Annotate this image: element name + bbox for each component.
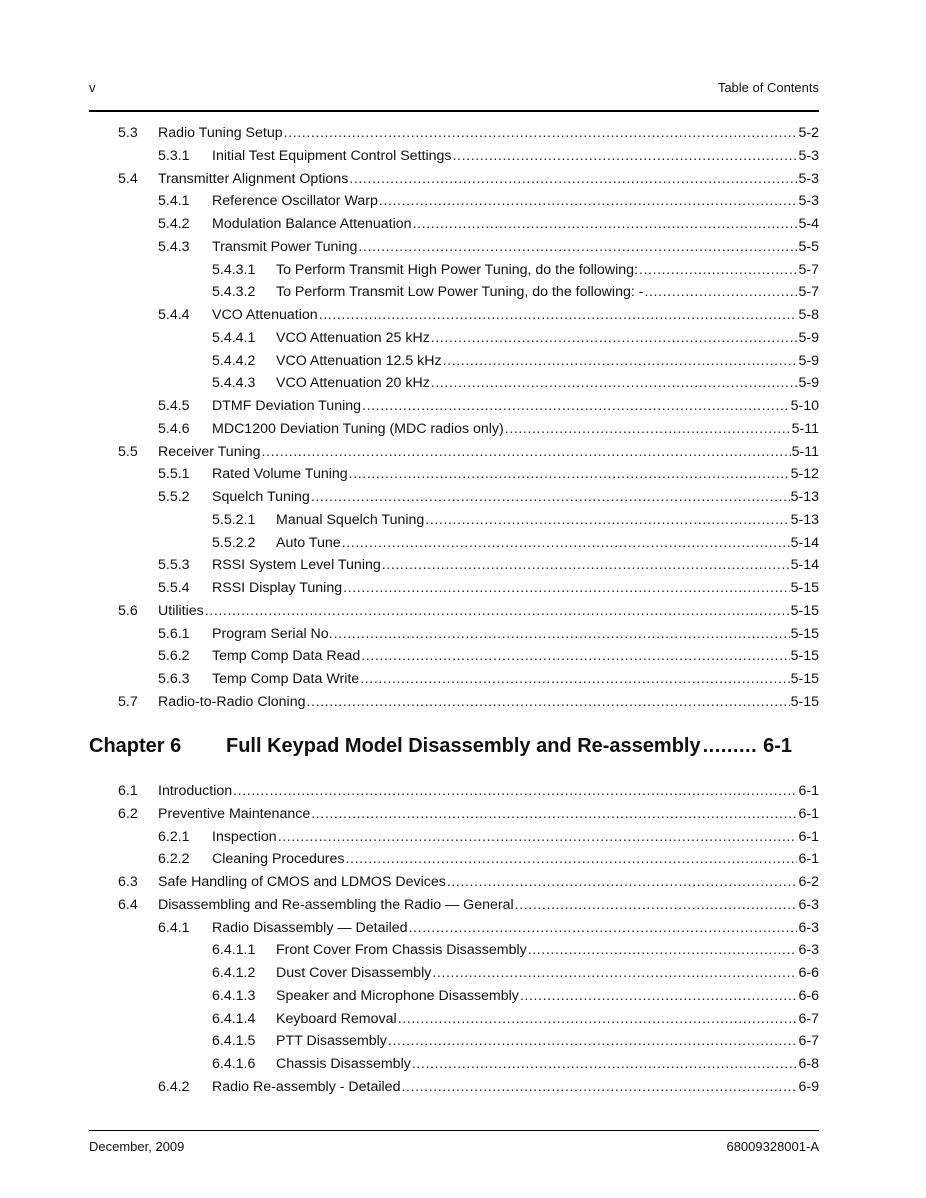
toc-leader-dots bbox=[342, 533, 790, 553]
toc-entry[interactable] bbox=[158, 487, 819, 507]
toc-leader-dots bbox=[398, 1009, 798, 1029]
toc-entry-page: 5-3 bbox=[798, 147, 819, 164]
toc-leader-dots bbox=[528, 940, 798, 960]
toc-entry-number: 6.4 bbox=[118, 896, 138, 913]
toc-leader-dots bbox=[379, 191, 798, 211]
toc-entry-page: 5-9 bbox=[798, 352, 819, 369]
toc-entry-page: 5-9 bbox=[798, 375, 819, 392]
toc-entry-title: Transmitter Alignment Options bbox=[158, 170, 349, 187]
toc-entry-page: 6-7 bbox=[798, 1010, 819, 1027]
toc-entry-title: Utilities bbox=[158, 602, 204, 619]
toc-entry-title: Manual Squelch Tuning bbox=[276, 511, 425, 528]
toc-leader-dots bbox=[413, 214, 798, 234]
toc-entry[interactable] bbox=[212, 351, 819, 371]
toc-leader-dots bbox=[644, 282, 797, 302]
toc-leader-dots bbox=[346, 849, 798, 869]
toc-entry[interactable] bbox=[118, 692, 819, 712]
toc-entry-title: VCO Attenuation bbox=[212, 307, 318, 323]
toc-entry-page: 5-13 bbox=[790, 489, 819, 505]
footer-date: December, 2009 bbox=[89, 1139, 185, 1154]
toc-entry-title: To Perform Transmit High Power Tuning, do the following: bbox=[276, 261, 638, 278]
toc-entry-page: 6-8 bbox=[798, 1056, 819, 1072]
toc-entry[interactable] bbox=[118, 895, 819, 915]
toc-entry[interactable] bbox=[118, 781, 819, 801]
toc-entry-page: 5-11 bbox=[791, 420, 819, 437]
toc-leader-dots bbox=[443, 351, 798, 371]
toc-entry-number: 6.2.1 bbox=[158, 828, 190, 845]
toc-entry-number: 5.4 bbox=[118, 170, 138, 187]
toc-entry-page: 5-14 bbox=[790, 534, 819, 551]
toc-leader-dots bbox=[401, 1077, 797, 1097]
toc-leader-dots bbox=[361, 646, 789, 666]
toc-entry[interactable] bbox=[158, 827, 819, 847]
toc-leader-dots bbox=[412, 1054, 798, 1074]
toc-leader-dots bbox=[447, 872, 798, 892]
toc-entry[interactable] bbox=[158, 555, 819, 575]
toc-entry-title: Initial Test Equipment Control Settings bbox=[212, 147, 452, 164]
toc-leader-dots bbox=[409, 918, 798, 938]
toc-entry-page: 5-3 bbox=[798, 170, 819, 187]
toc-leader-dots bbox=[205, 601, 790, 621]
toc-entry-page: 6-3 bbox=[798, 896, 819, 913]
toc-leader-dots bbox=[284, 123, 798, 143]
toc-entry[interactable] bbox=[158, 396, 819, 416]
footer-doc-number: 68009328001-A bbox=[726, 1139, 819, 1154]
toc-leader-dots bbox=[358, 237, 797, 257]
toc-entry[interactable] bbox=[212, 533, 819, 553]
toc-entry-number: 5.4.4.2 bbox=[212, 352, 256, 369]
toc-entry-title: PTT Disassembly bbox=[276, 1033, 387, 1050]
toc-entry-title: Radio Disassembly — Detailed bbox=[212, 919, 408, 936]
toc-leader-dots bbox=[233, 781, 797, 801]
toc-entry[interactable] bbox=[212, 1009, 819, 1029]
toc-entry-number: 5.4.4.1 bbox=[212, 329, 256, 346]
toc-entry-page: 6-3 bbox=[798, 942, 819, 959]
toc-leader-dots bbox=[388, 1031, 798, 1051]
toc-entry-number: 6.2 bbox=[118, 805, 138, 822]
chapter-leader-dots: ......... bbox=[702, 735, 758, 757]
toc-entry-title: DTMF Deviation Tuning bbox=[212, 398, 362, 414]
toc-entry-title: VCO Attenuation 25 kHz bbox=[276, 329, 430, 346]
toc-entry-title: Temp Comp Data Write bbox=[212, 671, 360, 687]
toc-entry-page: 5-14 bbox=[790, 557, 819, 574]
toc-entry[interactable] bbox=[212, 260, 819, 280]
toc-entry[interactable] bbox=[212, 940, 819, 960]
chapter-heading[interactable] bbox=[89, 735, 819, 761]
toc-entry[interactable] bbox=[158, 849, 819, 869]
toc-entry-number: 6.4.2 bbox=[158, 1078, 190, 1095]
toc-entry[interactable] bbox=[118, 169, 819, 189]
toc-leader-dots bbox=[515, 895, 798, 915]
toc-entry-page: 5-8 bbox=[798, 307, 819, 323]
toc-entry-title: Receiver Tuning bbox=[158, 443, 261, 460]
toc-leader-dots bbox=[382, 555, 790, 575]
toc-leader-dots bbox=[311, 487, 790, 507]
toc-entry[interactable] bbox=[212, 328, 819, 348]
toc-entry-number: 5.4.4 bbox=[158, 307, 190, 323]
toc-entry-number: 5.4.3 bbox=[158, 238, 190, 255]
toc-entry-page: 6-1 bbox=[798, 851, 819, 868]
toc-entry-number: 6.1 bbox=[118, 783, 138, 799]
toc-entry-title: Radio Re-assembly - Detailed bbox=[212, 1078, 401, 1095]
toc-entry-number: 6.4.1.1 bbox=[212, 942, 256, 959]
toc-entry-page: 5-7 bbox=[798, 284, 819, 301]
toc-entry-title: Introduction bbox=[158, 783, 233, 799]
toc-entry[interactable] bbox=[118, 601, 819, 621]
toc-leader-dots bbox=[306, 692, 789, 712]
toc-entry-page: 5-12 bbox=[790, 466, 819, 483]
header-section-title: Table of Contents bbox=[717, 80, 819, 95]
toc-entry[interactable] bbox=[158, 146, 819, 166]
toc-entry-title: VCO Attenuation 12.5 kHz bbox=[276, 352, 442, 369]
toc-entry-title: Transmit Power Tuning bbox=[212, 238, 358, 255]
chapter-label: Chapter 6 bbox=[89, 735, 182, 757]
toc-entry-page: 5-13 bbox=[790, 511, 819, 528]
toc-entry-title: Auto Tune bbox=[276, 534, 341, 551]
toc-leader-dots bbox=[278, 827, 798, 847]
toc-entry[interactable] bbox=[158, 464, 819, 484]
footer-rule bbox=[89, 1130, 819, 1131]
toc-leader-dots bbox=[432, 963, 797, 983]
toc-entry[interactable] bbox=[158, 214, 819, 234]
toc-entry-page: 5-11 bbox=[791, 443, 819, 460]
toc-entry[interactable] bbox=[212, 282, 819, 302]
toc-entry-page: 6-2 bbox=[798, 874, 819, 890]
toc-entry-number: 5.4.6 bbox=[158, 420, 190, 437]
toc-entry[interactable] bbox=[158, 1077, 819, 1097]
toc-entry-title: Program Serial No. bbox=[212, 625, 333, 642]
toc-entry[interactable] bbox=[212, 1054, 819, 1074]
toc-entry-page: 6-1 bbox=[798, 828, 819, 845]
toc-entry[interactable] bbox=[212, 963, 819, 983]
toc-entry-page: 5-9 bbox=[798, 329, 819, 346]
toc-entry[interactable] bbox=[118, 442, 819, 462]
toc-entry-title: MDC1200 Deviation Tuning (MDC radios only) bbox=[212, 420, 504, 437]
toc-entry[interactable] bbox=[212, 373, 819, 393]
header-rule bbox=[89, 110, 819, 112]
toc-entry[interactable] bbox=[212, 510, 819, 530]
toc-leader-dots bbox=[349, 169, 797, 189]
toc-entry-number: 6.3 bbox=[118, 874, 138, 890]
toc-entry-number: 5.5 bbox=[118, 443, 138, 460]
toc-entry-page: 6-7 bbox=[798, 1033, 819, 1050]
toc-entry-number: 5.5.4 bbox=[158, 580, 190, 596]
toc-leader-dots bbox=[431, 373, 798, 393]
toc-entry-page: 5-3 bbox=[798, 193, 819, 210]
toc-leader-dots bbox=[425, 510, 789, 530]
toc-entry-number: 5.4.1 bbox=[158, 193, 190, 210]
toc-entry-number: 6.4.1.6 bbox=[212, 1056, 256, 1072]
toc-entry-page: 5-5 bbox=[798, 238, 819, 255]
toc-entry[interactable] bbox=[158, 419, 819, 439]
toc-entry[interactable] bbox=[158, 669, 819, 689]
toc-entry[interactable] bbox=[118, 804, 819, 824]
toc-leader-dots bbox=[311, 804, 797, 824]
toc-entry-title: Rated Volume Tuning bbox=[212, 466, 348, 483]
toc-entry-number: 6.4.1.4 bbox=[212, 1010, 256, 1027]
toc-entry-page: 6-6 bbox=[798, 965, 819, 981]
toc-entry-title: RSSI Display Tuning bbox=[212, 580, 343, 596]
toc-entry-number: 6.4.1.3 bbox=[212, 987, 256, 1004]
toc-entry-page: 6-6 bbox=[798, 987, 819, 1004]
toc-entry[interactable] bbox=[158, 918, 819, 938]
toc-entry-title: Chassis Disassembly bbox=[276, 1056, 411, 1072]
toc-entry-number: 5.6 bbox=[118, 602, 138, 619]
toc-leader-dots bbox=[360, 669, 789, 689]
toc-entry-number: 5.4.4.3 bbox=[212, 375, 256, 392]
toc-entry-number: 5.4.3.2 bbox=[212, 284, 256, 301]
toc-entry[interactable] bbox=[118, 872, 819, 892]
toc-leader-dots bbox=[349, 464, 790, 484]
toc-entry-number: 5.5.2.1 bbox=[212, 511, 256, 528]
toc-entry[interactable] bbox=[212, 1031, 819, 1051]
toc-entry[interactable] bbox=[158, 578, 819, 598]
toc-entry-title: Cleaning Procedures bbox=[212, 851, 345, 868]
toc-leader-dots bbox=[334, 624, 790, 644]
toc-entry-title: Modulation Balance Attenuation bbox=[212, 216, 412, 232]
toc-entry-title: Radio-to-Radio Cloning bbox=[158, 693, 306, 710]
toc-entry-page: 6-3 bbox=[798, 919, 819, 936]
toc-entry-number: 5.7 bbox=[118, 693, 138, 710]
toc-leader-dots bbox=[319, 305, 798, 325]
toc-entry-page: 5-15 bbox=[790, 693, 819, 710]
toc-leader-dots bbox=[431, 328, 798, 348]
toc-entry-page: 5-7 bbox=[798, 261, 819, 278]
toc-entry-page: 5-4 bbox=[798, 216, 819, 232]
toc-leader-dots bbox=[520, 986, 798, 1006]
toc-entry-number: 5.4.5 bbox=[158, 398, 190, 414]
toc-leader-dots bbox=[362, 396, 790, 416]
toc-entry-title: Reference Oscillator Warp bbox=[212, 193, 378, 210]
toc-entry-title: Speaker and Microphone Disassembly bbox=[276, 987, 519, 1004]
toc-entry-number: 5.6.3 bbox=[158, 671, 190, 687]
toc-entry[interactable] bbox=[158, 237, 819, 257]
toc-entry-number: 5.5.2 bbox=[158, 489, 190, 505]
toc-entry-number: 6.4.1.2 bbox=[212, 965, 256, 981]
toc-entry-page: 6-1 bbox=[798, 805, 819, 822]
toc-entry-number: 5.5.1 bbox=[158, 466, 190, 483]
toc-entry-number: 5.6.2 bbox=[158, 648, 190, 665]
toc-entry-page: 5-15 bbox=[790, 625, 819, 642]
toc-entry-number: 5.3 bbox=[118, 125, 138, 141]
toc-entry-title: Inspection bbox=[212, 828, 277, 845]
toc-entry-number: 5.4.3.1 bbox=[212, 261, 256, 278]
toc-entry-number: 5.3.1 bbox=[158, 147, 190, 164]
toc-entry-page: 5-15 bbox=[790, 648, 819, 665]
toc-entry[interactable] bbox=[118, 123, 819, 143]
toc-entry[interactable] bbox=[212, 986, 819, 1006]
toc-entry[interactable] bbox=[158, 624, 819, 644]
toc-entry-number: 6.4.1 bbox=[158, 919, 190, 936]
toc-entry[interactable] bbox=[158, 305, 819, 325]
toc-leader-dots bbox=[639, 260, 798, 280]
toc-entry-page: 5-15 bbox=[790, 580, 819, 596]
toc-entry-page: 6-9 bbox=[798, 1078, 819, 1095]
toc-entry-number: 6.4.1.5 bbox=[212, 1033, 256, 1050]
toc-entry[interactable] bbox=[158, 646, 819, 666]
chapter-title: Full Keypad Model Disassembly and Re-assembly bbox=[226, 735, 701, 757]
toc-entry-title: Disassembling and Re-assembling the Radio — General bbox=[158, 896, 514, 913]
header-page-numeral: v bbox=[89, 80, 96, 95]
toc-leader-dots bbox=[505, 419, 791, 439]
toc-entry-number: 5.4.2 bbox=[158, 216, 190, 232]
toc-entry-title: Safe Handling of CMOS and LDMOS Devices bbox=[158, 874, 446, 890]
toc-leader-dots bbox=[343, 578, 789, 598]
toc-entry-page: 5-2 bbox=[798, 125, 819, 141]
toc-entry-title: VCO Attenuation 20 kHz bbox=[276, 375, 430, 392]
chapter-page: 6-1 bbox=[763, 735, 793, 757]
toc-leader-dots bbox=[262, 442, 791, 462]
toc-entry-page: 5-15 bbox=[790, 602, 819, 619]
toc-entry-title: Radio Tuning Setup bbox=[158, 125, 283, 141]
toc-entry-page: 6-1 bbox=[798, 783, 819, 799]
toc-entry-title: Preventive Maintenance bbox=[158, 805, 311, 822]
toc-entry-number: 5.5.3 bbox=[158, 557, 190, 574]
toc-entry-title: RSSI System Level Tuning bbox=[212, 557, 381, 574]
toc-entry-title: Front Cover From Chassis Disassembly bbox=[276, 942, 527, 959]
toc-leader-dots bbox=[452, 146, 797, 166]
toc-entry-title: Keyboard Removal bbox=[276, 1010, 397, 1027]
toc-entry-title: Temp Comp Data Read bbox=[212, 648, 361, 665]
toc-entry-number: 5.6.1 bbox=[158, 625, 190, 642]
toc-entry-number: 5.5.2.2 bbox=[212, 534, 256, 551]
toc-entry-title: To Perform Transmit Low Power Tuning, do the following: - bbox=[276, 284, 644, 301]
toc-entry-title: Squelch Tuning bbox=[212, 489, 310, 505]
toc-entry[interactable] bbox=[158, 191, 819, 211]
toc-entry-page: 5-15 bbox=[790, 671, 819, 687]
toc-entry-number: 6.2.2 bbox=[158, 851, 190, 868]
toc-entry-title: Dust Cover Disassembly bbox=[276, 965, 432, 981]
toc-entry-page: 5-10 bbox=[790, 398, 819, 414]
